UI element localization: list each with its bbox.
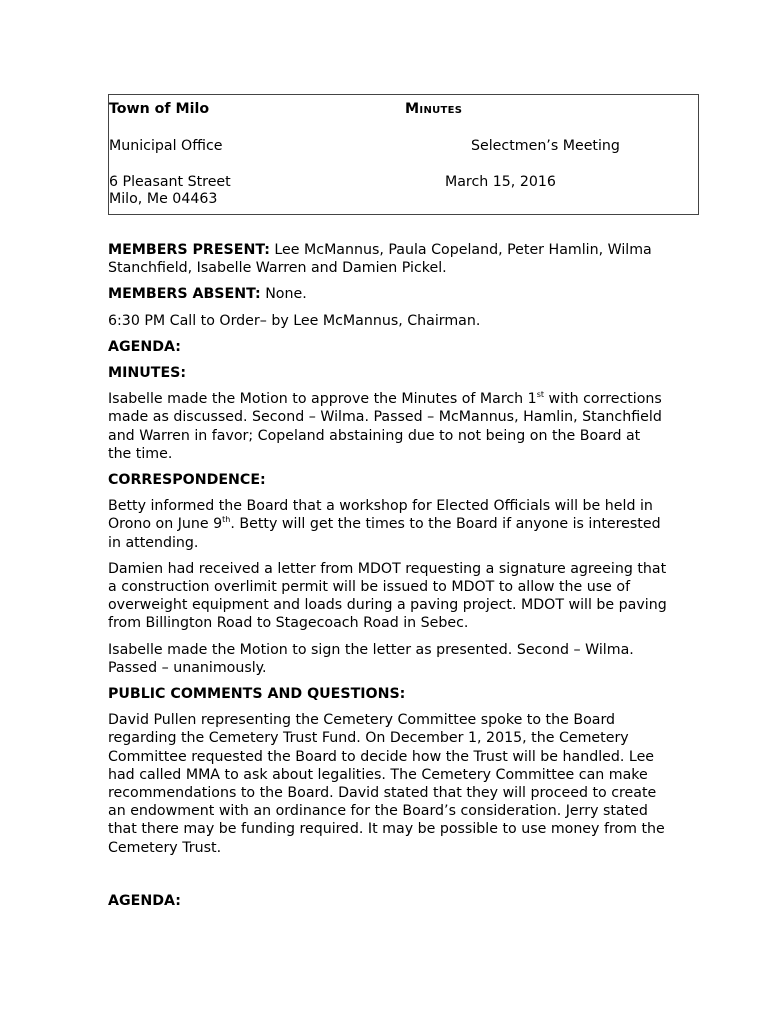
correspondence-workshop-post: . Betty will get the times to the Board if anyone is interested in attending. — [108, 516, 661, 551]
members-present-text: Lee McMannus, Paula Copeland, Peter Hamlin, Wilma Stanchfield, Isabelle Warren and Damien Pickel. — [108, 242, 652, 277]
correspondence-workshop-sup: th — [222, 515, 231, 525]
minutes-motion — [108, 390, 668, 463]
members-absent-label: MEMBERS ABSENT: — [108, 286, 261, 303]
street-address: 6 Pleasant Street — [109, 174, 231, 190]
correspondence-motion: Isabelle made the Motion to sign the letter as presented. Second – Wilma. Passed – unanimously. — [108, 641, 634, 676]
header-box — [108, 94, 699, 215]
town-name: Town of Milo — [109, 101, 210, 117]
agenda-heading-2: AGENDA: — [108, 892, 181, 909]
agenda-heading: AGENDA: — [108, 338, 181, 355]
members-absent — [108, 285, 668, 303]
meeting-type: Selectmen’s Meeting — [471, 138, 620, 154]
spacer — [108, 865, 668, 892]
minutes-motion-sup: st — [536, 390, 545, 400]
office-name: Municipal Office — [109, 138, 223, 154]
document-title: Minutes — [405, 101, 463, 117]
correspondence-heading: CORRESPONDENCE: — [108, 472, 266, 489]
call-to-order: 6:30 PM Call to Order– by Lee McMannus, Chairman. — [108, 312, 481, 329]
members-present — [108, 241, 668, 277]
minutes-body — [108, 241, 668, 918]
minutes-heading: MINUTES: — [108, 365, 187, 382]
members-absent-text: None. — [265, 286, 307, 303]
minutes-motion-pre: Isabelle made the Motion to approve the Minutes of March 1 — [108, 391, 537, 408]
correspondence-workshop-pre: Betty informed the Board that a workshop for Elected Officials will be held in Orono on June 9 — [108, 498, 653, 533]
city-address: Milo, Me 04463 — [109, 191, 218, 207]
correspondence-mdot: Damien had received a letter from MDOT requesting a signature agreeing that a construction overlimit permit will be issued to MDOT to allow the use of overweight equipment and loads during a paving project. MDOT will be paving from Billington Road to Stagecoach Road in Sebec. — [108, 560, 667, 632]
members-present-label: MEMBERS PRESENT: — [108, 242, 270, 258]
correspondence-workshop — [108, 497, 668, 552]
public-comments-heading: PUBLIC COMMENTS AND QUESTIONS: — [108, 686, 406, 703]
minutes-motion-post: with corrections made as discussed. Second – Wilma. Passed – McMannus, Hamlin, Stanchfield and Warren in favor; Copeland abstaining due to not being on the Board at the time. — [108, 391, 662, 462]
public-comments-text: David Pullen representing the Cemetery Committee spoke to the Board regarding the Cemetery Trust Fund. On December 1, 2015, the Cemetery Committee requested the Board to decide how the Trust will be handled. Lee had called MMA to ask about legalities. The Cemetery Committee can make recommendations to the Board. David stated that they will proceed to create an endowment with an ordinance for the Board’s consideration. Jerry stated that there may be funding required. It may be possible to use money from the Cemetery Trust. — [108, 712, 665, 856]
meeting-date: March 15, 2016 — [445, 174, 556, 190]
